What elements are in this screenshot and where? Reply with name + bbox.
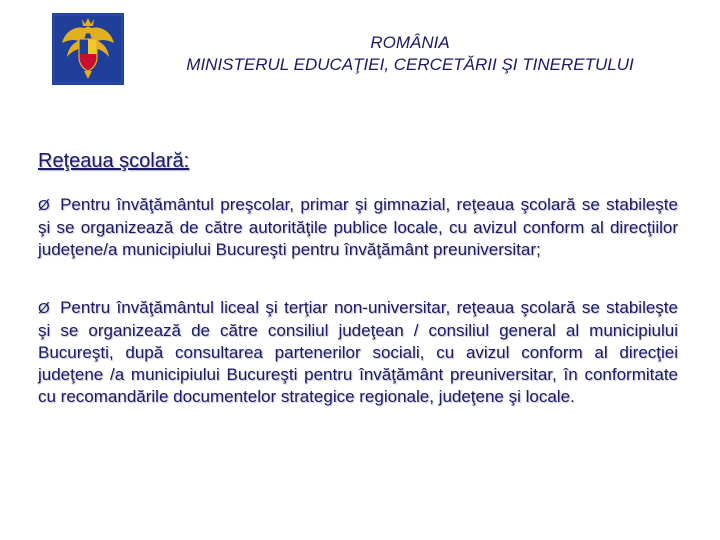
coat-of-arms-icon bbox=[52, 13, 124, 85]
bullet-text: Pentru învăţământul liceal şi terţiar non-universitar, reţeaua şcolară se stabileşte şi se organizează de către consiliul judeţean / consiliul general al municipiului Bucureşti, după consultarea partenerilor sociali, cu avizul conform al direcţiei judeţene /a municipiului Bucureşti pentru învăţământ preuniversitar, în conformitate cu recomandările documentelor strategice regionale, judeţene şi locale. bbox=[38, 298, 678, 406]
ministry-name: MINISTERUL EDUCAŢIEI, CERCETĂRII ŞI TINERETULUI bbox=[186, 55, 634, 74]
bullet-paragraph bbox=[38, 297, 678, 408]
arrow-bullet-icon: Ø bbox=[38, 300, 50, 317]
country-name: ROMÂNIA bbox=[370, 33, 450, 52]
bullet-paragraph bbox=[38, 194, 678, 261]
arrow-bullet-icon: Ø bbox=[38, 197, 50, 214]
section-title: Reţeaua şcolară: bbox=[38, 150, 190, 172]
bullet-text: Pentru învăţământul preşcolar, primar şi gimnazial, reţeaua şcolară se stabileşte şi se organizează de către autorităţile publice locale, cu avizul conform al direcţiilor judeţene/a municipiului Bucureşti pentru învăţământ preuniversitar; bbox=[38, 195, 678, 259]
document-header bbox=[140, 32, 680, 76]
